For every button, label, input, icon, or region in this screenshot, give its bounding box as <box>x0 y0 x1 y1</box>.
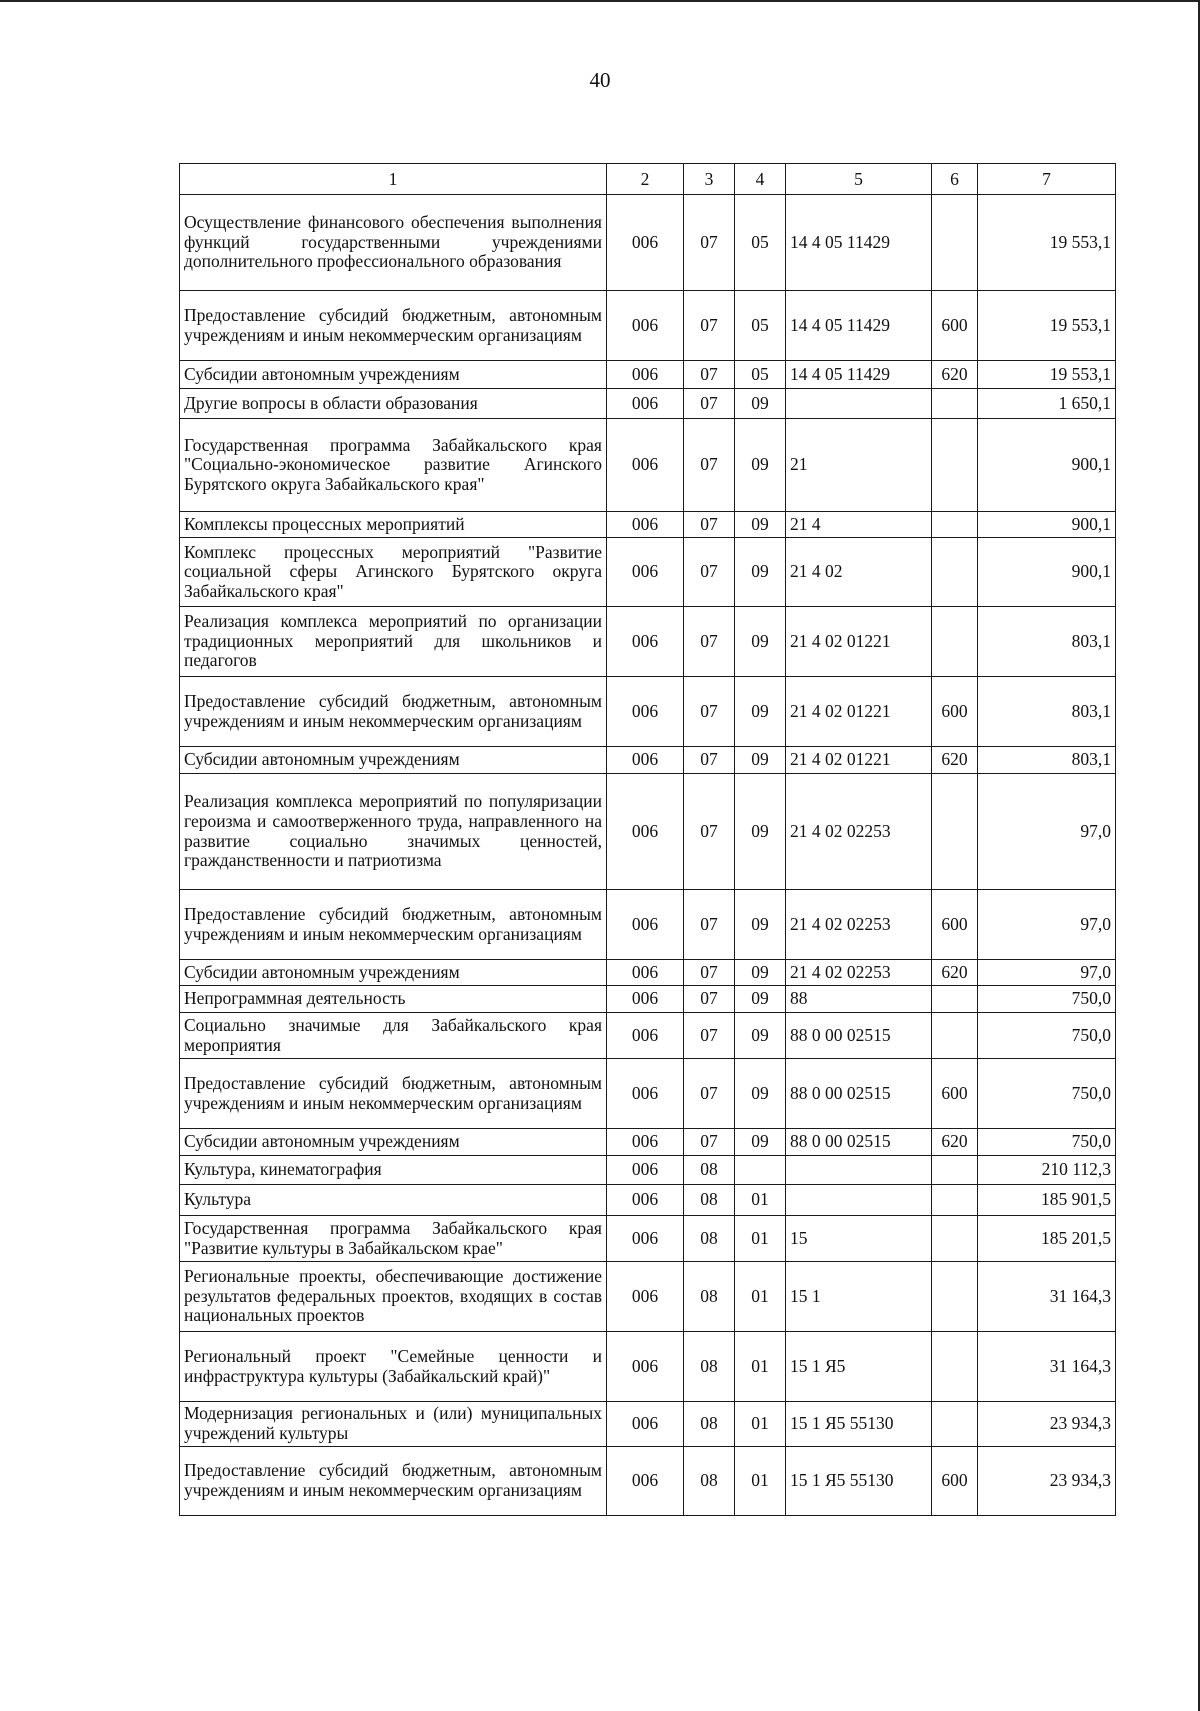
row-section-code: 07 <box>684 774 735 890</box>
row-section-code: 07 <box>684 291 735 361</box>
table-row <box>180 419 1116 512</box>
row-target-code: 21 4 02 02253 <box>786 890 932 960</box>
row-target-code: 88 <box>786 986 932 1013</box>
table-row <box>180 1185 1116 1216</box>
table-row <box>180 389 1116 419</box>
row-target-code: 88 0 00 02515 <box>786 1129 932 1156</box>
row-subsection-code: 09 <box>735 1059 786 1129</box>
row-expense-kind-code: 600 <box>932 677 978 747</box>
header-col-1: 1 <box>180 164 607 195</box>
row-grbs-code: 006 <box>607 747 684 774</box>
row-grbs-code: 006 <box>607 960 684 986</box>
row-name: Культура <box>180 1185 607 1216</box>
row-name: Субсидии автономным учреждениям <box>180 960 607 986</box>
row-amount: 900,1 <box>978 538 1116 607</box>
table-row <box>180 607 1116 677</box>
row-grbs-code: 006 <box>607 291 684 361</box>
row-expense-kind-code <box>932 389 978 419</box>
table-row <box>180 1013 1116 1059</box>
row-section-code: 08 <box>684 1332 735 1402</box>
row-expense-kind-code <box>932 1262 978 1332</box>
row-name: Другие вопросы в области образования <box>180 389 607 419</box>
row-name: Реализация комплекса мероприятий по организации традиционных мероприятий для школьников и педагогов <box>180 607 607 677</box>
row-amount: 210 112,3 <box>978 1156 1116 1185</box>
row-name: Субсидии автономным учреждениям <box>180 747 607 774</box>
row-name: Субсидии автономным учреждениям <box>180 1129 607 1156</box>
row-expense-kind-code <box>932 512 978 538</box>
row-expense-kind-code <box>932 1156 978 1185</box>
row-name: Реализация комплекса мероприятий по популяризации героизма и самоотверженного труда, направленного на развитие социально значимых ценностей, гражданственности и патриотизма <box>180 774 607 890</box>
row-amount: 900,1 <box>978 512 1116 538</box>
row-section-code: 07 <box>684 890 735 960</box>
row-section-code: 07 <box>684 607 735 677</box>
row-target-code: 14 4 05 11429 <box>786 361 932 389</box>
row-amount: 803,1 <box>978 747 1116 774</box>
table-row <box>180 361 1116 389</box>
row-name: Непрограммная деятельность <box>180 986 607 1013</box>
row-grbs-code: 006 <box>607 677 684 747</box>
row-amount: 750,0 <box>978 986 1116 1013</box>
row-target-code <box>786 1156 932 1185</box>
row-expense-kind-code: 620 <box>932 960 978 986</box>
row-target-code: 21 4 02 <box>786 538 932 607</box>
row-grbs-code: 006 <box>607 419 684 512</box>
row-amount: 185 201,5 <box>978 1216 1116 1262</box>
row-target-code: 15 1 Я5 55130 <box>786 1402 932 1447</box>
row-target-code: 21 4 02 02253 <box>786 960 932 986</box>
table-row <box>180 960 1116 986</box>
row-target-code: 88 0 00 02515 <box>786 1013 932 1059</box>
row-name: Социально значимые для Забайкальского края мероприятия <box>180 1013 607 1059</box>
row-amount: 185 901,5 <box>978 1185 1116 1216</box>
row-section-code: 07 <box>684 195 735 291</box>
row-section-code: 08 <box>684 1156 735 1185</box>
row-name: Государственная программа Забайкальского края "Развитие культуры в Забайкальском крае" <box>180 1216 607 1262</box>
row-subsection-code: 09 <box>735 607 786 677</box>
row-target-code: 14 4 05 11429 <box>786 291 932 361</box>
row-subsection-code: 09 <box>735 960 786 986</box>
row-amount: 750,0 <box>978 1013 1116 1059</box>
row-grbs-code: 006 <box>607 361 684 389</box>
table-row <box>180 538 1116 607</box>
row-amount: 19 553,1 <box>978 291 1116 361</box>
row-expense-kind-code: 600 <box>932 291 978 361</box>
header-col-4: 4 <box>735 164 786 195</box>
row-amount: 97,0 <box>978 960 1116 986</box>
row-amount: 97,0 <box>978 890 1116 960</box>
row-amount: 23 934,3 <box>978 1402 1116 1447</box>
row-subsection-code: 09 <box>735 1013 786 1059</box>
row-expense-kind-code <box>932 1013 978 1059</box>
row-grbs-code: 006 <box>607 195 684 291</box>
row-subsection-code: 01 <box>735 1216 786 1262</box>
row-name: Комплексы процессных мероприятий <box>180 512 607 538</box>
row-name: Комплекс процессных мероприятий "Развитие социальной сферы Агинского Бурятского округа Забайкальского края" <box>180 538 607 607</box>
row-expense-kind-code: 620 <box>932 361 978 389</box>
row-grbs-code: 006 <box>607 512 684 538</box>
row-expense-kind-code <box>932 1185 978 1216</box>
row-amount: 750,0 <box>978 1129 1116 1156</box>
row-name: Предоставление субсидий бюджетным, автономным учреждениям и иным некоммерческим организациям <box>180 1059 607 1129</box>
row-amount: 900,1 <box>978 419 1116 512</box>
row-section-code: 07 <box>684 361 735 389</box>
row-section-code: 08 <box>684 1402 735 1447</box>
row-amount: 23 934,3 <box>978 1447 1116 1516</box>
table-body <box>180 195 1116 1516</box>
table-row <box>180 1216 1116 1262</box>
row-target-code: 21 4 02 01221 <box>786 747 932 774</box>
row-subsection-code: 05 <box>735 291 786 361</box>
table-row <box>180 1129 1116 1156</box>
table-row <box>180 1059 1116 1129</box>
table-row <box>180 195 1116 291</box>
row-section-code: 08 <box>684 1262 735 1332</box>
row-expense-kind-code: 600 <box>932 1447 978 1516</box>
row-target-code: 21 4 <box>786 512 932 538</box>
table-row <box>180 677 1116 747</box>
row-subsection-code: 09 <box>735 774 786 890</box>
row-name: Осуществление финансового обеспечения выполнения функций государственными учреждениями дополнительного профессионального образования <box>180 195 607 291</box>
row-expense-kind-code: 600 <box>932 890 978 960</box>
row-subsection-code: 05 <box>735 195 786 291</box>
row-grbs-code: 006 <box>607 1332 684 1402</box>
row-grbs-code: 006 <box>607 1402 684 1447</box>
row-expense-kind-code: 620 <box>932 747 978 774</box>
row-grbs-code: 006 <box>607 986 684 1013</box>
row-subsection-code: 01 <box>735 1402 786 1447</box>
row-section-code: 07 <box>684 960 735 986</box>
row-section-code: 07 <box>684 512 735 538</box>
row-amount: 31 164,3 <box>978 1262 1116 1332</box>
row-grbs-code: 006 <box>607 1059 684 1129</box>
row-expense-kind-code: 600 <box>932 1059 978 1129</box>
row-subsection-code: 01 <box>735 1332 786 1402</box>
row-target-code: 15 1 Я5 <box>786 1332 932 1402</box>
row-target-code: 15 1 <box>786 1262 932 1332</box>
row-name: Предоставление субсидий бюджетным, автономным учреждениям и иным некоммерческим организациям <box>180 890 607 960</box>
header-col-7: 7 <box>978 164 1116 195</box>
row-grbs-code: 006 <box>607 890 684 960</box>
row-grbs-code: 006 <box>607 774 684 890</box>
row-subsection-code: 09 <box>735 890 786 960</box>
row-grbs-code: 006 <box>607 1447 684 1516</box>
row-amount: 803,1 <box>978 607 1116 677</box>
row-subsection-code: 09 <box>735 538 786 607</box>
row-expense-kind-code <box>932 538 978 607</box>
row-expense-kind-code <box>932 195 978 291</box>
row-amount: 19 553,1 <box>978 361 1116 389</box>
row-grbs-code: 006 <box>607 538 684 607</box>
row-expense-kind-code <box>932 1216 978 1262</box>
header-col-6: 6 <box>932 164 978 195</box>
row-name: Государственная программа Забайкальского края "Социально-экономическое развитие Агинского Бурятского округа Забайкальского края" <box>180 419 607 512</box>
row-section-code: 07 <box>684 1059 735 1129</box>
row-target-code: 14 4 05 11429 <box>786 195 932 291</box>
row-expense-kind-code <box>932 419 978 512</box>
row-target-code: 88 0 00 02515 <box>786 1059 932 1129</box>
row-name: Предоставление субсидий бюджетным, автономным учреждениям и иным некоммерческим организациям <box>180 1447 607 1516</box>
row-section-code: 07 <box>684 986 735 1013</box>
row-target-code: 21 4 02 02253 <box>786 774 932 890</box>
page-number: 40 <box>589 68 611 92</box>
header-col-2: 2 <box>607 164 684 195</box>
row-name: Субсидии автономным учреждениям <box>180 361 607 389</box>
row-amount: 803,1 <box>978 677 1116 747</box>
row-amount: 31 164,3 <box>978 1332 1116 1402</box>
row-subsection-code: 01 <box>735 1262 786 1332</box>
row-subsection-code <box>735 1156 786 1185</box>
row-target-code: 15 <box>786 1216 932 1262</box>
row-name: Культура, кинематография <box>180 1156 607 1185</box>
row-name: Региональные проекты, обеспечивающие достижение результатов федеральных проектов, входящих в состав национальных проектов <box>180 1262 607 1332</box>
row-section-code: 08 <box>684 1216 735 1262</box>
scan-edge-line <box>0 0 1200 2</box>
header-col-3: 3 <box>684 164 735 195</box>
row-subsection-code: 01 <box>735 1185 786 1216</box>
table-row <box>180 890 1116 960</box>
row-subsection-code: 05 <box>735 361 786 389</box>
table-row <box>180 1156 1116 1185</box>
table-row <box>180 774 1116 890</box>
row-amount: 1 650,1 <box>978 389 1116 419</box>
row-section-code: 07 <box>684 419 735 512</box>
row-grbs-code: 006 <box>607 607 684 677</box>
row-grbs-code: 006 <box>607 1216 684 1262</box>
row-expense-kind-code: 620 <box>932 1129 978 1156</box>
row-section-code: 08 <box>684 1185 735 1216</box>
row-section-code: 07 <box>684 677 735 747</box>
row-amount: 19 553,1 <box>978 195 1116 291</box>
table-row <box>180 986 1116 1013</box>
table-row <box>180 291 1116 361</box>
row-target-code: 21 4 02 01221 <box>786 677 932 747</box>
table-row <box>180 1332 1116 1402</box>
row-target-code: 21 4 02 01221 <box>786 607 932 677</box>
budget-table <box>179 163 1116 1516</box>
row-expense-kind-code <box>932 607 978 677</box>
table-row <box>180 1447 1116 1516</box>
row-amount: 750,0 <box>978 1059 1116 1129</box>
row-grbs-code: 006 <box>607 1013 684 1059</box>
row-amount: 97,0 <box>978 774 1116 890</box>
row-target-code <box>786 1185 932 1216</box>
row-section-code: 07 <box>684 389 735 419</box>
row-expense-kind-code <box>932 1332 978 1402</box>
row-section-code: 08 <box>684 1447 735 1516</box>
row-expense-kind-code <box>932 1402 978 1447</box>
row-section-code: 07 <box>684 538 735 607</box>
row-expense-kind-code <box>932 986 978 1013</box>
row-name: Предоставление субсидий бюджетным, автономным учреждениям и иным некоммерческим организациям <box>180 677 607 747</box>
row-subsection-code: 09 <box>735 389 786 419</box>
table-row <box>180 1402 1116 1447</box>
row-section-code: 07 <box>684 747 735 774</box>
row-grbs-code: 006 <box>607 1185 684 1216</box>
row-subsection-code: 01 <box>735 1447 786 1516</box>
header-col-5: 5 <box>786 164 932 195</box>
row-grbs-code: 006 <box>607 1156 684 1185</box>
row-expense-kind-code <box>932 774 978 890</box>
row-grbs-code: 006 <box>607 1262 684 1332</box>
row-subsection-code: 09 <box>735 747 786 774</box>
row-subsection-code: 09 <box>735 986 786 1013</box>
row-section-code: 07 <box>684 1013 735 1059</box>
row-name: Региональный проект "Семейные ценности и инфраструктура культуры (Забайкальский край)" <box>180 1332 607 1402</box>
row-section-code: 07 <box>684 1129 735 1156</box>
row-name: Модернизация региональных и (или) муниципальных учреждений культуры <box>180 1402 607 1447</box>
row-grbs-code: 006 <box>607 389 684 419</box>
row-target-code: 15 1 Я5 55130 <box>786 1447 932 1516</box>
table-row <box>180 747 1116 774</box>
row-subsection-code: 09 <box>735 1129 786 1156</box>
row-subsection-code: 09 <box>735 419 786 512</box>
table-row <box>180 1262 1116 1332</box>
table-header <box>180 164 1116 195</box>
row-target-code: 21 <box>786 419 932 512</box>
row-subsection-code: 09 <box>735 512 786 538</box>
row-name: Предоставление субсидий бюджетным, автономным учреждениям и иным некоммерческим организациям <box>180 291 607 361</box>
header-row <box>180 164 1116 195</box>
row-subsection-code: 09 <box>735 677 786 747</box>
table-row <box>180 512 1116 538</box>
row-target-code <box>786 389 932 419</box>
row-grbs-code: 006 <box>607 1129 684 1156</box>
